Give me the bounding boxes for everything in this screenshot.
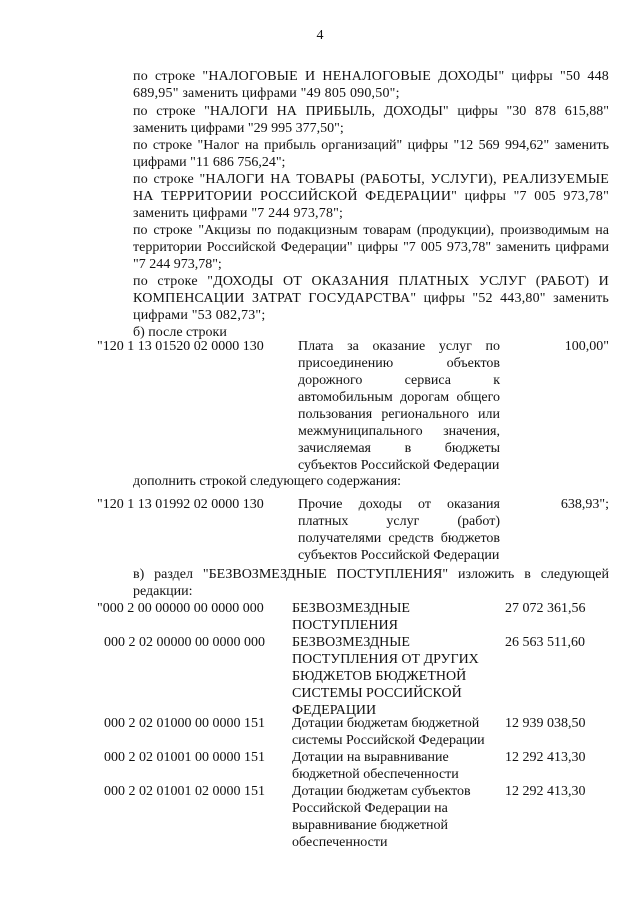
paragraph-4: по строке "НАЛОГИ НА ТОВАРЫ (РАБОТЫ, УСЛУГИ), РЕАЛИЗУЕМЫЕ НА ТЕРРИТОРИИ РОССИЙСКОЙ ФЕДЕРАЦИИ" цифры "7 005 973,78" заменить цифрами "7 244 973,78"; (133, 172, 609, 221)
row-add-code: "120 1 13 01992 02 0000 130 (97, 497, 264, 512)
row-add-name: Прочие доходы от оказания платных услуг (работ) получателями средств бюджетов субъектов Российской Федерации (298, 497, 500, 563)
table-row-code: 000 2 02 01001 02 0000 151 (104, 784, 265, 799)
table-row-name: БЕЗВОЗМЕЗДНЫЕ ПОСТУПЛЕНИЯ ОТ ДРУГИХ БЮДЖЕТОВ БЮДЖЕТНОЙ СИСТЕМЫ РОССИЙСКОЙ ФЕДЕРАЦИИ (292, 635, 479, 718)
page-number: 4 (316, 28, 324, 43)
table-row-amount: 26 563 511,60 (505, 635, 585, 650)
table-row-code: 000 2 02 01000 00 0000 151 (104, 716, 265, 731)
table-row-name: Дотации бюджетам субъектов Российской Федерации на выравнивание бюджетной обеспеченности (292, 784, 471, 850)
table-row-amount: 12 939 038,50 (505, 716, 586, 731)
paragraph-2: по строке "НАЛОГИ НА ПРИБЫЛЬ, ДОХОДЫ" цифры "30 878 615,88" заменить цифрами "29 995 377,50"; (133, 104, 609, 136)
section-text (97, 566, 609, 600)
table-row-code: 000 2 02 01001 00 0000 151 (104, 750, 265, 765)
add-line-text: дополнить строкой следующего содержания: (133, 474, 402, 489)
amendment-paragraphs (97, 68, 609, 341)
table-row-amount: 12 292 413,30 (505, 750, 586, 765)
section-paragraph: в) раздел "БЕЗВОЗМЕЗДНЫЕ ПОСТУПЛЕНИЯ" изложить в следующей редакции: (133, 567, 609, 599)
paragraph-6: по строке "ДОХОДЫ ОТ ОКАЗАНИЯ ПЛАТНЫХ УСЛУГ (РАБОТ) И КОМПЕНСАЦИИ ЗАТРАТ ГОСУДАРСТВА" цифры "52 443,80" заменить цифрами "53 082,73"; (133, 274, 609, 323)
table-row-amount: 27 072 361,56 (505, 601, 586, 616)
table-row-code: "000 2 00 00000 00 0000 000 (97, 601, 264, 616)
row-after-amount: 100,00" (564, 339, 609, 354)
paragraph-3: по строке "Налог на прибыль организаций" цифры "12 569 994,62" заменить цифрами "11 686 756,24"; (133, 138, 609, 170)
paragraph-7: б) после строки (133, 325, 227, 340)
paragraph-1: по строке "НАЛОГОВЫЕ И НЕНАЛОГОВЫЕ ДОХОДЫ" цифры "50 448 689,95" заменить цифрами "49 805 090,50"; (133, 69, 609, 101)
row-after-code: "120 1 13 01520 02 0000 130 (97, 339, 264, 354)
table-row-name: БЕЗВОЗМЕЗДНЫЕ ПОСТУПЛЕНИЯ (292, 601, 410, 633)
table-row-amount: 12 292 413,30 (505, 784, 586, 799)
row-after-name: Плата за оказание услуг по присоединению объектов дорожного сервиса к автомобильным дорогам общего пользования регионального или межмуниципального значения, зачисляемая в бюджеты субъектов Российской Федерации (298, 339, 500, 473)
table-row-name: Дотации на выравнивание бюджетной обеспеченности (292, 750, 459, 782)
paragraph-5: по строке "Акцизы по подакцизным товарам (продукции), производимым на территории Российской Федерации" цифры "7 005 973,78" заменить цифрами "7 244 973,78"; (133, 223, 609, 272)
row-add-amount: 638,93"; (560, 497, 609, 512)
table-row-name: Дотации бюджетам бюджетной системы Российской Федерации (292, 716, 485, 748)
table-row-code: 000 2 02 00000 00 0000 000 (104, 635, 265, 650)
